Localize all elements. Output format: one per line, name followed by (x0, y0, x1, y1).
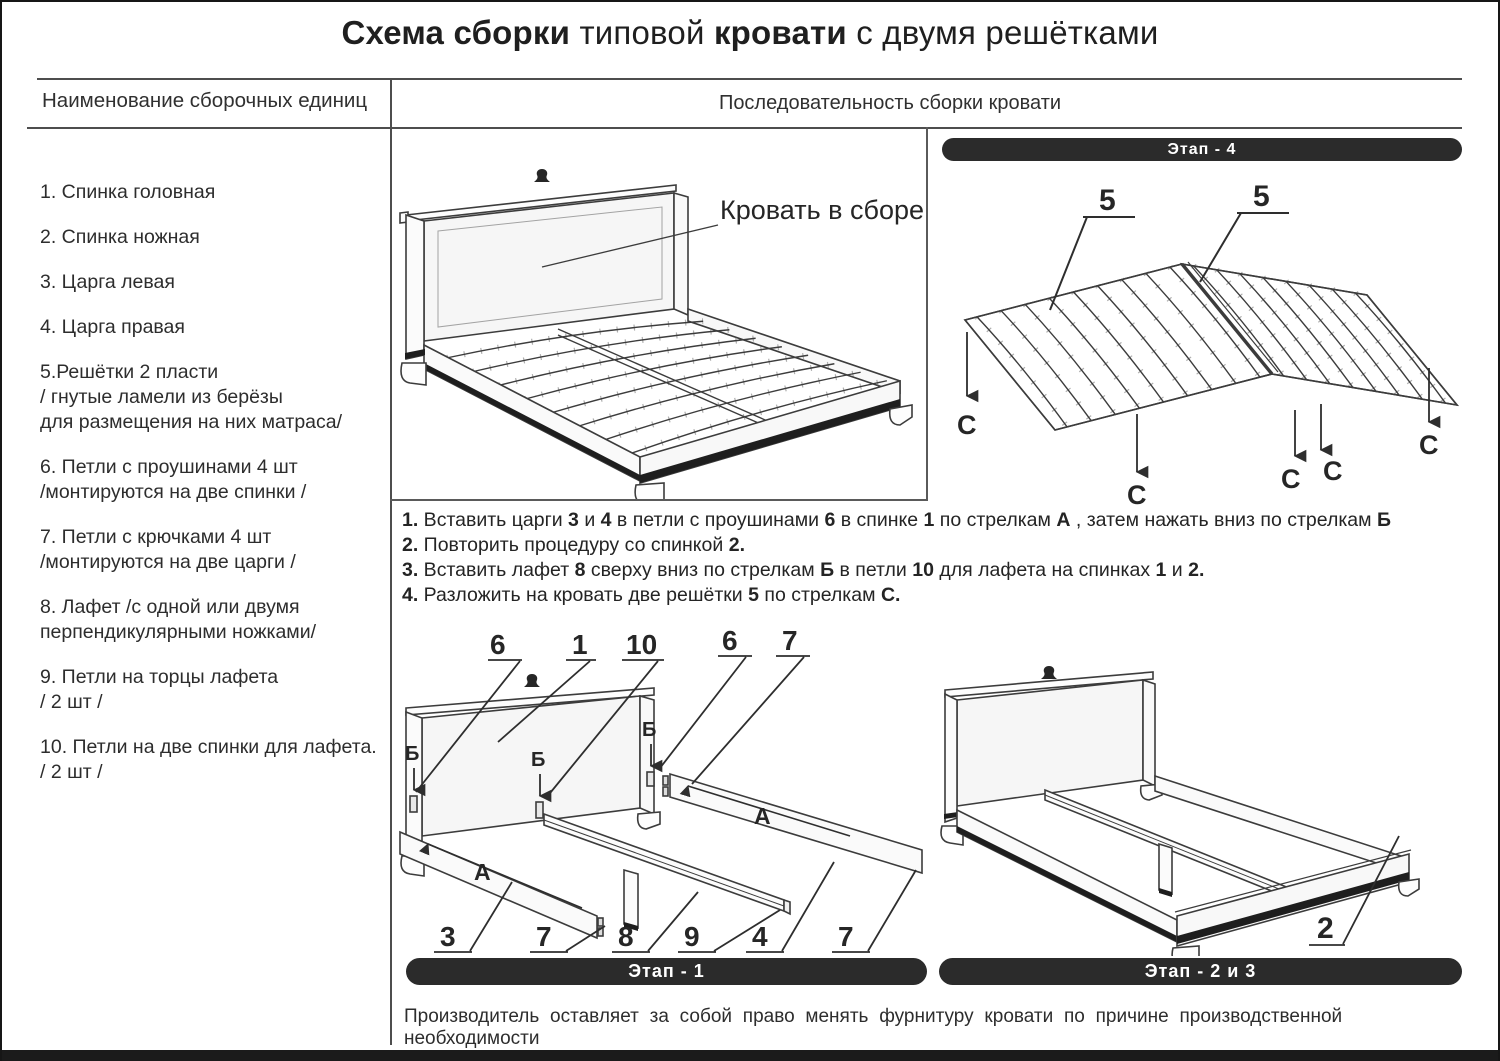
arrow-letter-c2: С (1127, 480, 1147, 507)
callout-2: 2 (1317, 912, 1334, 945)
grid-callout-left: 5 (1099, 184, 1116, 217)
parts-list-item-3: 3. Царга левая (40, 271, 175, 293)
callout-10: 10 (626, 630, 658, 660)
instruction-line-3: 3. Вставить лафет 8 сверху вниз по стрелкам Б в петли 10 для лафета на спинках 1 и 2. (402, 559, 1205, 581)
callout-3: 3 (440, 921, 456, 952)
callout-7-top: 7 (782, 630, 798, 656)
parts-list-item-9: 9. Петли на торцы лафета / 2 шт / (40, 666, 279, 713)
rail-letter-a2: А (754, 803, 771, 829)
headboard-finial-icon (524, 674, 540, 687)
headboard-finial-icon (534, 169, 550, 182)
parts-list-item-7: 7. Петли с крючками 4 шт /монтируются на две царги / (40, 526, 296, 573)
instruction-line-2: 2. Повторить процедуру со спинкой 2. (402, 534, 745, 556)
header-top-line (37, 78, 1462, 80)
title-part-bold-2: кровати (713, 14, 847, 51)
stage-4-banner: Этап - 4 (942, 138, 1462, 161)
arrow-letter-c4: С (1323, 456, 1343, 486)
parts-list-item-2: 2. Спинка ножная (40, 226, 200, 248)
parts-list-item-5: 5.Решётки 2 пласти / гнутые ламели из берёзы для размещения на них матраса/ (40, 361, 343, 433)
headboard-finial-icon (1041, 666, 1057, 679)
hinge-letter-b2: Б (531, 749, 546, 771)
callout-6-right: 6 (722, 630, 738, 656)
parts-list-item-10: 10. Петли на две спинки для лафета. / 2 шт / (40, 736, 377, 783)
grid-callout-right: 5 (1253, 180, 1270, 213)
manufacturer-note: Производитель оставляет за собой право менять фурнитуру кровати по причине производственной необходимости (404, 1006, 1343, 1049)
instruction-line-1: 1. Вставить царги 3 и 4 в петли с проушинами 6 в спинке 1 по стрелкам А , затем нажать вниз по стрелкам Б (402, 509, 1391, 531)
assembled-bed-label: Кровать в сборе (720, 195, 925, 225)
bed-frame-drawing (937, 630, 1462, 956)
stage-1-banner: Этап - 1 (406, 958, 927, 985)
callout-7-left: 7 (536, 921, 552, 952)
page-title (2, 14, 1498, 52)
assembled-bed-panel (390, 127, 928, 501)
callout-7-right: 7 (838, 921, 854, 952)
title-part-bold-1: Схема сборки (341, 14, 571, 51)
right-column-header: Последовательность сборки кровати (718, 92, 1062, 114)
assembled-bed-drawing (390, 127, 926, 499)
rail-letter-a1: А (474, 859, 491, 885)
left-column-header: Наименование сборочных единиц (42, 89, 368, 112)
bottom-border-bar (2, 1050, 1498, 1061)
callout-6-left: 6 (490, 630, 506, 660)
callout-4: 4 (752, 921, 768, 952)
arrow-letter-c5: С (1419, 430, 1439, 460)
arrow-letter-c3: С (1281, 464, 1301, 494)
callout-9: 9 (684, 921, 700, 952)
stage-1-panel (392, 630, 926, 956)
parts-list-item-8: 8. Лафет /с одной или двумя перпендикулярными ножками/ (40, 596, 317, 643)
slat-grids-drawing (937, 162, 1462, 507)
instruction-line-4: 4. Разложить на кровать две решётки 5 по стрелкам С. (402, 584, 901, 606)
parts-list-item-1: 1. Спинка головная (40, 181, 216, 203)
callout-1: 1 (572, 630, 588, 660)
stage-2-3-banner: Этап - 2 и 3 (939, 958, 1462, 985)
parts-list (40, 180, 388, 805)
hinge-letter-b3: Б (642, 719, 657, 741)
arrow-letter-c1: С (957, 410, 977, 440)
stage-2-3-panel (937, 630, 1462, 956)
assembly-instructions (402, 508, 1464, 608)
hinge-letter-b1: Б (405, 743, 420, 765)
title-part-regular-2: с двумя решётками (846, 14, 1159, 51)
title-part-regular-1: типовой (570, 14, 714, 51)
callout-8: 8 (618, 921, 634, 952)
stage-4-panel (937, 162, 1462, 507)
parts-list-item-4: 4. Царга правая (40, 316, 185, 338)
exploded-headboard-drawing (392, 630, 926, 956)
parts-list-item-6: 6. Петли с проушинами 4 шт /монтируются на две спинки / (40, 456, 307, 503)
